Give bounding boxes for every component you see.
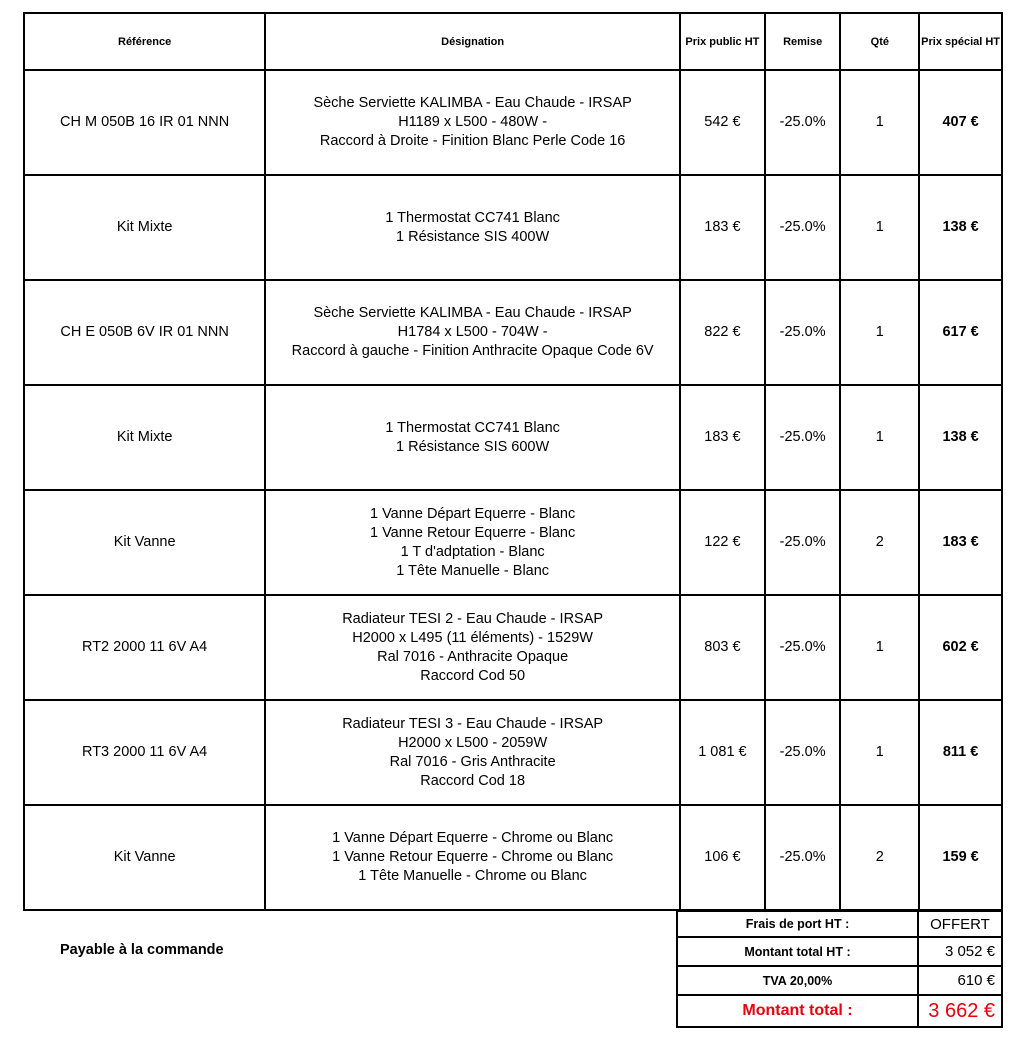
shipping-row [677,911,1002,937]
quote-table [23,12,1003,911]
special-price-cell: 407 € [919,70,1002,175]
public-price-cell: 106 € [680,805,765,910]
special-price-cell: 602 € [919,595,1002,700]
public-price-cell: 122 € [680,490,765,595]
vat-row [677,966,1002,995]
total-value: 3 662 € [918,995,1002,1027]
quantity-cell: 1 [840,700,919,805]
quantity-cell: 1 [840,70,919,175]
table-row [24,175,1002,280]
designation-cell: 1 Vanne Départ Equerre - Chrome ou Blanc 1 Vanne Retour Equerre - Chrome ou Blanc 1 Tête Manuelle - Chrome ou Blanc [265,805,680,910]
discount-cell: -25.0% [765,490,841,595]
header-row [24,13,1002,70]
quantity-cell: 1 [840,175,919,280]
designation-cell: 1 Thermostat CC741 Blanc 1 Résistance SIS 400W [265,175,680,280]
table-row [24,70,1002,175]
payment-note: Payable à la commande [60,942,224,958]
quantity-cell: 1 [840,595,919,700]
discount-cell: -25.0% [765,700,841,805]
subtotal-value: 3 052 € [918,937,1002,966]
header-reference: Référence [24,13,265,70]
table-row [24,700,1002,805]
discount-cell: -25.0% [765,280,841,385]
special-price-cell: 811 € [919,700,1002,805]
designation-cell: 1 Thermostat CC741 Blanc 1 Résistance SIS 600W [265,385,680,490]
table-row [24,595,1002,700]
special-price-cell: 138 € [919,385,1002,490]
designation-cell: Radiateur TESI 2 - Eau Chaude - IRSAP H2000 x L495 (11 éléments) - 1529W Ral 7016 - Anthracite Opaque Raccord Cod 50 [265,595,680,700]
reference-cell: RT3 2000 11 6V A4 [24,700,265,805]
public-price-cell: 542 € [680,70,765,175]
public-price-cell: 803 € [680,595,765,700]
reference-cell: RT2 2000 11 6V A4 [24,595,265,700]
table-row [24,805,1002,910]
total-row [677,995,1002,1027]
header-public-price: Prix public HT [680,13,765,70]
subtotal-row [677,937,1002,966]
reference-cell: CH M 050B 16 IR 01 NNN [24,70,265,175]
table-row [24,280,1002,385]
reference-cell: CH E 050B 6V IR 01 NNN [24,280,265,385]
reference-cell: Kit Mixte [24,175,265,280]
header-discount: Remise [765,13,841,70]
special-price-cell: 617 € [919,280,1002,385]
total-label: Montant total : [677,995,918,1027]
special-price-cell: 159 € [919,805,1002,910]
public-price-cell: 1 081 € [680,700,765,805]
designation-cell: Sèche Serviette KALIMBA - Eau Chaude - IRSAP H1784 x L500 - 704W - Raccord à gauche - Finition Anthracite Opaque Code 6V [265,280,680,385]
table-row [24,385,1002,490]
public-price-cell: 183 € [680,175,765,280]
totals-table [676,910,1003,1028]
public-price-cell: 183 € [680,385,765,490]
quantity-cell: 2 [840,490,919,595]
reference-cell: Kit Mixte [24,385,265,490]
header-special-price: Prix spécial HT [919,13,1002,70]
shipping-value: OFFERT [918,911,1002,937]
vat-value: 610 € [918,966,1002,995]
quantity-cell: 1 [840,385,919,490]
reference-cell: Kit Vanne [24,490,265,595]
discount-cell: -25.0% [765,595,841,700]
special-price-cell: 138 € [919,175,1002,280]
designation-cell: Sèche Serviette KALIMBA - Eau Chaude - IRSAP H1189 x L500 - 480W - Raccord à Droite - Finition Blanc Perle Code 16 [265,70,680,175]
vat-label: TVA 20,00% [677,966,918,995]
discount-cell: -25.0% [765,805,841,910]
discount-cell: -25.0% [765,175,841,280]
public-price-cell: 822 € [680,280,765,385]
shipping-label: Frais de port HT : [677,911,918,937]
discount-cell: -25.0% [765,385,841,490]
designation-cell: Radiateur TESI 3 - Eau Chaude - IRSAP H2000 x L500 - 2059W Ral 7016 - Gris Anthracite Raccord Cod 18 [265,700,680,805]
discount-cell: -25.0% [765,70,841,175]
header-quantity: Qté [840,13,919,70]
header-designation: Désignation [265,13,680,70]
subtotal-label: Montant total HT : [677,937,918,966]
quantity-cell: 2 [840,805,919,910]
quantity-cell: 1 [840,280,919,385]
reference-cell: Kit Vanne [24,805,265,910]
table-row [24,490,1002,595]
designation-cell: 1 Vanne Départ Equerre - Blanc 1 Vanne Retour Equerre - Blanc 1 T d'adptation - Blanc 1 Tête Manuelle - Blanc [265,490,680,595]
special-price-cell: 183 € [919,490,1002,595]
